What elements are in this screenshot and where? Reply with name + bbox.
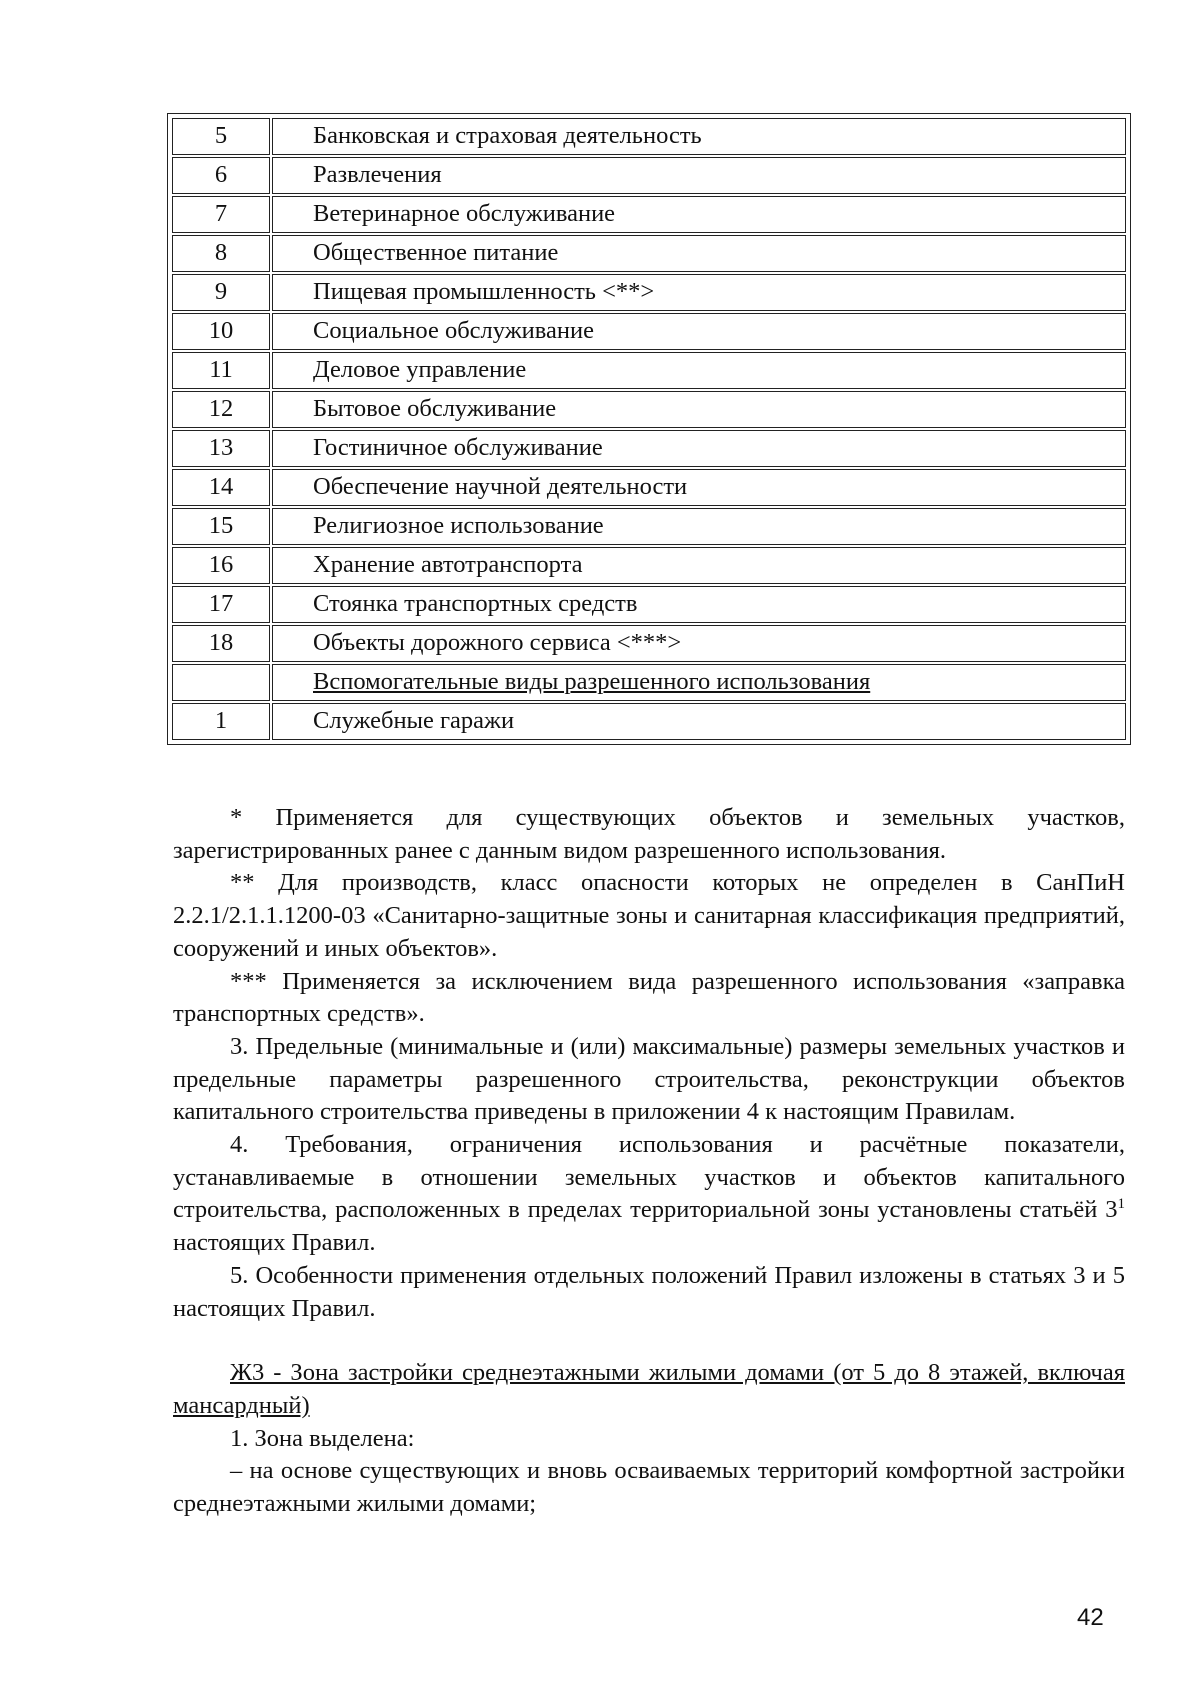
row-name: Деловое управление xyxy=(272,352,1126,389)
row-number-empty xyxy=(172,664,270,701)
paragraph-4-tail: настоящих Правил. xyxy=(173,1229,376,1257)
paragraph-3: 3. Предельные (минимальные и (или) максимальные) размеры земельных участков и предельные параметры разрешенного строительства, реконструкции объектов капитального строительства приведены в приложении 4 к настоящим Правилам. xyxy=(173,1032,1125,1126)
table-row xyxy=(172,391,1126,428)
row-name: Бытовое обслуживание xyxy=(272,391,1126,428)
table-row xyxy=(172,352,1126,389)
row-name: Социальное обслуживание xyxy=(272,313,1126,350)
row-number: 8 xyxy=(172,235,270,272)
row-number: 12 xyxy=(172,391,270,428)
row-number: 13 xyxy=(172,430,270,467)
row-number: 18 xyxy=(172,625,270,662)
row-number: 11 xyxy=(172,352,270,389)
row-number: 5 xyxy=(172,118,270,155)
table-row xyxy=(172,235,1126,272)
row-number: 1 xyxy=(172,703,270,740)
paragraph-4-superscript: 1 xyxy=(1117,1196,1125,1213)
usage-table-frame xyxy=(167,113,1131,745)
zone-item-1: 1. Зона выделена: xyxy=(230,1424,415,1452)
footnote-1: * Применяется для существующих объектов и земельных участков, зарегистрированных ранее с данным видом разрешенного использования. xyxy=(173,804,1125,864)
zone-item-2: – на основе существующих и вновь осваиваемых территорий комфортной застройки среднеэтажными жилыми домами; xyxy=(173,1457,1125,1518)
row-name: Банковская и страховая деятельность xyxy=(272,118,1126,155)
table-row xyxy=(172,508,1126,545)
table-row xyxy=(172,586,1126,623)
body-text xyxy=(173,802,1125,1521)
table-row xyxy=(172,469,1126,506)
row-name: Общественное питание xyxy=(272,235,1126,272)
row-name: Ветеринарное обслуживание xyxy=(272,196,1126,233)
row-number: 10 xyxy=(172,313,270,350)
row-number: 15 xyxy=(172,508,270,545)
row-name: Религиозное использование xyxy=(272,508,1126,545)
row-number: 17 xyxy=(172,586,270,623)
table-row xyxy=(172,274,1126,311)
row-name: Хранение автотранспорта xyxy=(272,547,1126,584)
table-row xyxy=(172,703,1126,740)
table-row xyxy=(172,196,1126,233)
paragraph-4 xyxy=(173,1129,1125,1260)
row-number: 14 xyxy=(172,469,270,506)
paragraph-5: 5. Особенности применения отдельных положений Правил изложены в статьях 3 и 5 настоящих Правил. xyxy=(173,1261,1125,1322)
usage-table-body xyxy=(172,118,1126,740)
table-row xyxy=(172,118,1126,155)
row-number: 6 xyxy=(172,157,270,194)
zone-heading: Ж3 - Зона застройки среднеэтажными жилыми домами (от 5 до 8 этажей, включая мансардный) xyxy=(173,1359,1125,1419)
row-name: Стоянка транспортных средств xyxy=(272,586,1126,623)
table-row xyxy=(172,157,1126,194)
row-number: 7 xyxy=(172,196,270,233)
usage-table xyxy=(170,116,1128,742)
page-number: 42 xyxy=(1077,1604,1104,1631)
table-row xyxy=(172,313,1126,350)
row-name: Гостиничное обслуживание xyxy=(272,430,1126,467)
row-number: 16 xyxy=(172,547,270,584)
table-section-row xyxy=(172,664,1126,701)
row-name: Развлечения xyxy=(272,157,1126,194)
row-name: Пищевая промышленность <**> xyxy=(272,274,1126,311)
row-name: Объекты дорожного сервиса <***> xyxy=(272,625,1126,662)
section-header: Вспомогательные виды разрешенного использования xyxy=(272,664,1126,701)
paragraph-4-text: 4. Требования, ограничения использования и расчётные показатели, устанавливаемые в отношении земельных участков и объектов капитального строительства, расположенных в пределах территориальной зоны установлены статьёй 3 xyxy=(173,1131,1125,1224)
table-row xyxy=(172,547,1126,584)
row-name: Служебные гаражи xyxy=(272,703,1126,740)
table-row xyxy=(172,430,1126,467)
row-number: 9 xyxy=(172,274,270,311)
row-name: Обеспечение научной деятельности xyxy=(272,469,1126,506)
footnote-2: ** Для производств, класс опасности которых не определен в СанПиН 2.2.1/2.1.1.1200-03 «Санитарно-защитные зоны и санитарная классификация предприятий, сооружений и иных объектов». xyxy=(173,869,1125,962)
table-row xyxy=(172,625,1126,662)
footnote-3: *** Применяется за исключением вида разрешенного использования «заправка транспортных средств». xyxy=(173,967,1125,1028)
